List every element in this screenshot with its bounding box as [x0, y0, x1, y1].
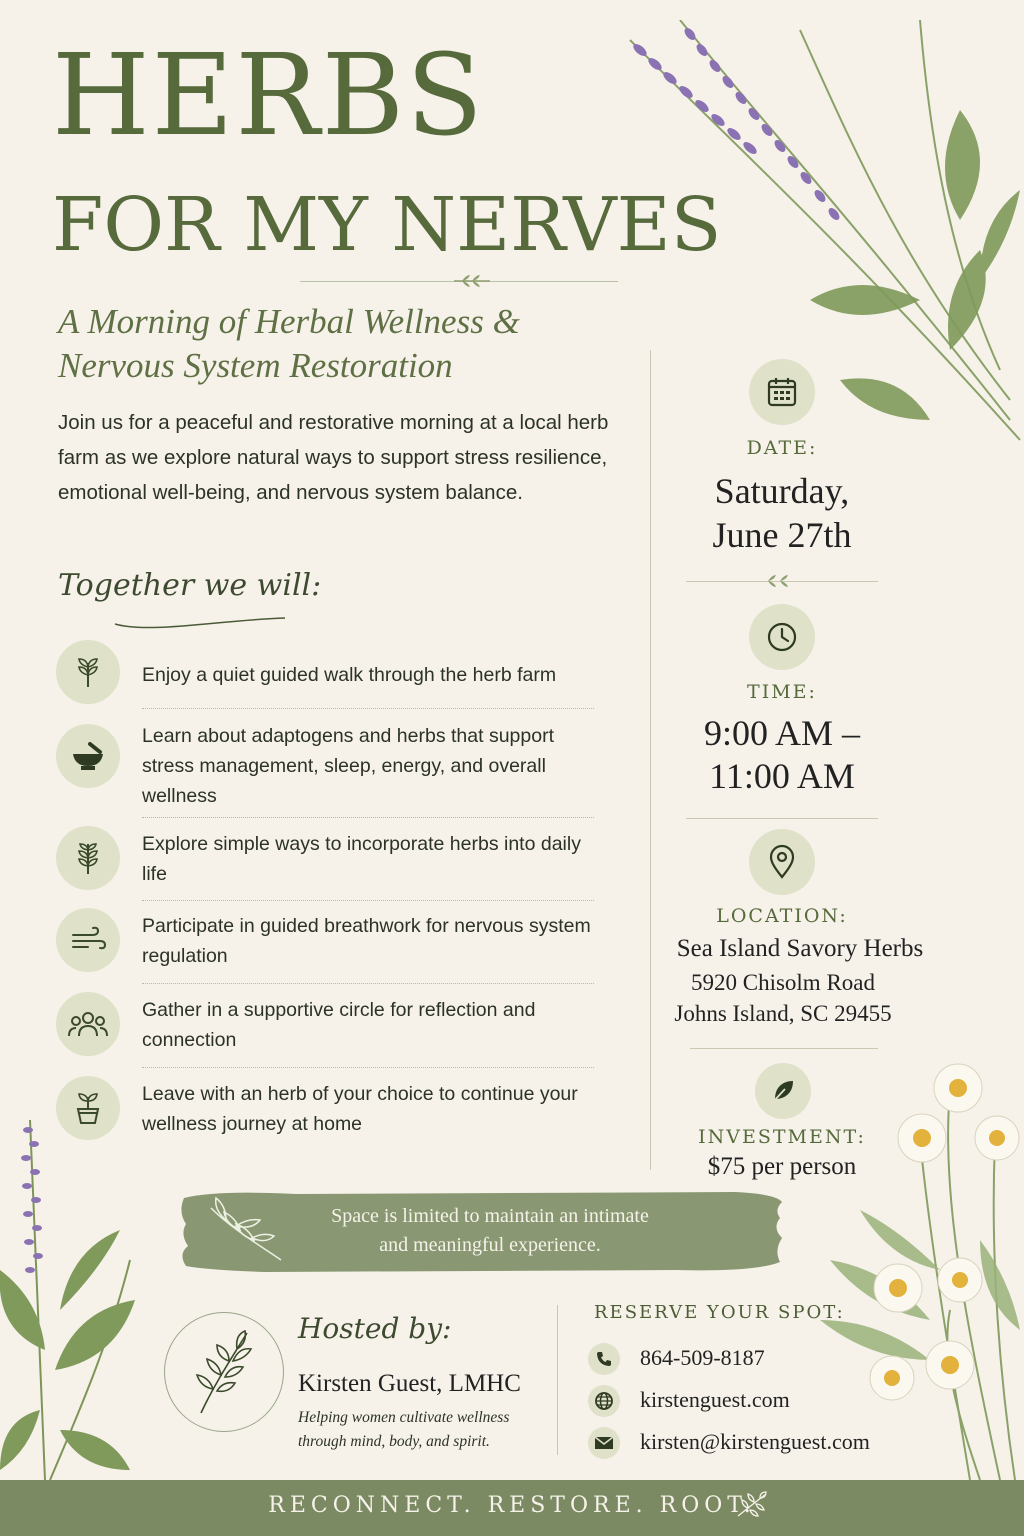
title-line-1: HERBS: [52, 31, 485, 161]
subtitle: A Morning of Herbal Wellness & Nervous System Restoration: [58, 302, 520, 385]
clock-icon: [749, 604, 815, 670]
activity-item: [56, 908, 596, 972]
date-line-1: Saturday,: [714, 471, 850, 511]
swash-underline: [110, 608, 290, 632]
location-street: 5920 Chisolm Road: [690, 970, 875, 995]
location-label: LOCATION:: [716, 905, 848, 927]
time-label: TIME:: [747, 681, 817, 703]
activity-item: [56, 1076, 596, 1140]
people-group-icon: [56, 992, 120, 1056]
host-tagline-line-2: through mind, body, and spirit.: [298, 1433, 490, 1450]
time-line-1: 9:00 AM –: [703, 713, 861, 753]
together-heading: Together we will:: [58, 568, 322, 603]
divider: [142, 817, 594, 818]
column-divider: [650, 350, 651, 1170]
globe-icon: [588, 1385, 620, 1417]
calendar-icon: [749, 359, 815, 425]
time-line-2: 11:00 AM: [709, 756, 855, 796]
host-name: Kirsten Guest, LMHC: [298, 1370, 521, 1397]
activity-text: Learn about adaptogens and herbs that support stress management, sleep, energy, and overall wellness: [142, 725, 554, 807]
section-divider: [557, 1305, 558, 1455]
email-link[interactable]: kirsten@kirstenguest.com: [640, 1429, 870, 1454]
activity-item: [56, 640, 596, 710]
potted-plant-icon: [56, 1076, 120, 1140]
investment-value: $75 per person: [707, 1153, 857, 1180]
activity-text: Participate in guided breathwork for nervous system regulation: [142, 915, 591, 967]
leaf-icon: [755, 1063, 811, 1119]
location-city: Johns Island, SC 29455: [674, 1001, 892, 1026]
activity-text: Leave with an herb of your choice to continue your wellness journey at home: [142, 1083, 578, 1135]
investment-label: INVESTMENT:: [698, 1126, 866, 1148]
mortar-pestle-icon: [56, 724, 120, 788]
activity-text: Explore simple ways to incorporate herbs into daily life: [142, 833, 581, 885]
map-pin-icon: [749, 829, 815, 895]
hosted-by-heading: Hosted by:: [298, 1312, 452, 1345]
title-line-2: FOR MY NERVES: [52, 182, 722, 268]
divider: [142, 1067, 594, 1068]
date-label: DATE:: [746, 437, 818, 459]
divider: [690, 1048, 878, 1049]
activity-text: Gather in a supportive circle for reflection and connection: [142, 999, 536, 1051]
wind-icon: [56, 908, 120, 972]
sprig-divider-icon: [452, 272, 492, 290]
website-link[interactable]: kirstenguest.com: [640, 1387, 790, 1412]
banner-text: [250, 1202, 730, 1260]
date-line-2: June 27th: [712, 515, 852, 555]
host-tagline: [298, 1406, 548, 1454]
herb-branch-icon: [56, 826, 120, 890]
banner-line-1: Space is limited to maintain an intimate: [331, 1205, 649, 1227]
activity-item: [56, 992, 596, 1056]
activity-item: [56, 724, 596, 814]
sprig-divider-icon: [762, 573, 798, 589]
reserve-heading: RESERVE YOUR SPOT:: [594, 1302, 845, 1323]
footer-tagline: RECONNECT. RESTORE. ROOT.: [268, 1493, 756, 1518]
phone-icon: [588, 1343, 620, 1375]
host-tagline-line-1: Helping women cultivate wellness: [298, 1409, 510, 1426]
host-emblem: [164, 1312, 284, 1432]
divider: [142, 708, 594, 709]
sprout-icon: [56, 640, 120, 704]
herb-branch-icon: [189, 1327, 259, 1417]
basil-lavender-illustration: [0, 1110, 170, 1480]
activity-item: [56, 826, 596, 890]
divider: [142, 983, 594, 984]
envelope-icon: [588, 1427, 620, 1459]
intro-paragraph: Join us for a peaceful and restorative morning at a local herb farm as we explore natural ways to support stress resilience, emotional well-being, and nervous system balance.: [58, 411, 609, 504]
phone-number[interactable]: 864-509-8187: [640, 1345, 765, 1370]
leaf-sprig-icon: [734, 1490, 770, 1520]
location-name: Sea Island Savory Herbs: [676, 935, 924, 962]
divider: [142, 900, 594, 901]
divider: [686, 818, 878, 819]
banner-line-2: and meaningful experience.: [379, 1234, 601, 1256]
activity-text: Enjoy a quiet guided walk through the herb farm: [142, 664, 557, 686]
chamomile-illustration: [800, 1060, 1024, 1480]
